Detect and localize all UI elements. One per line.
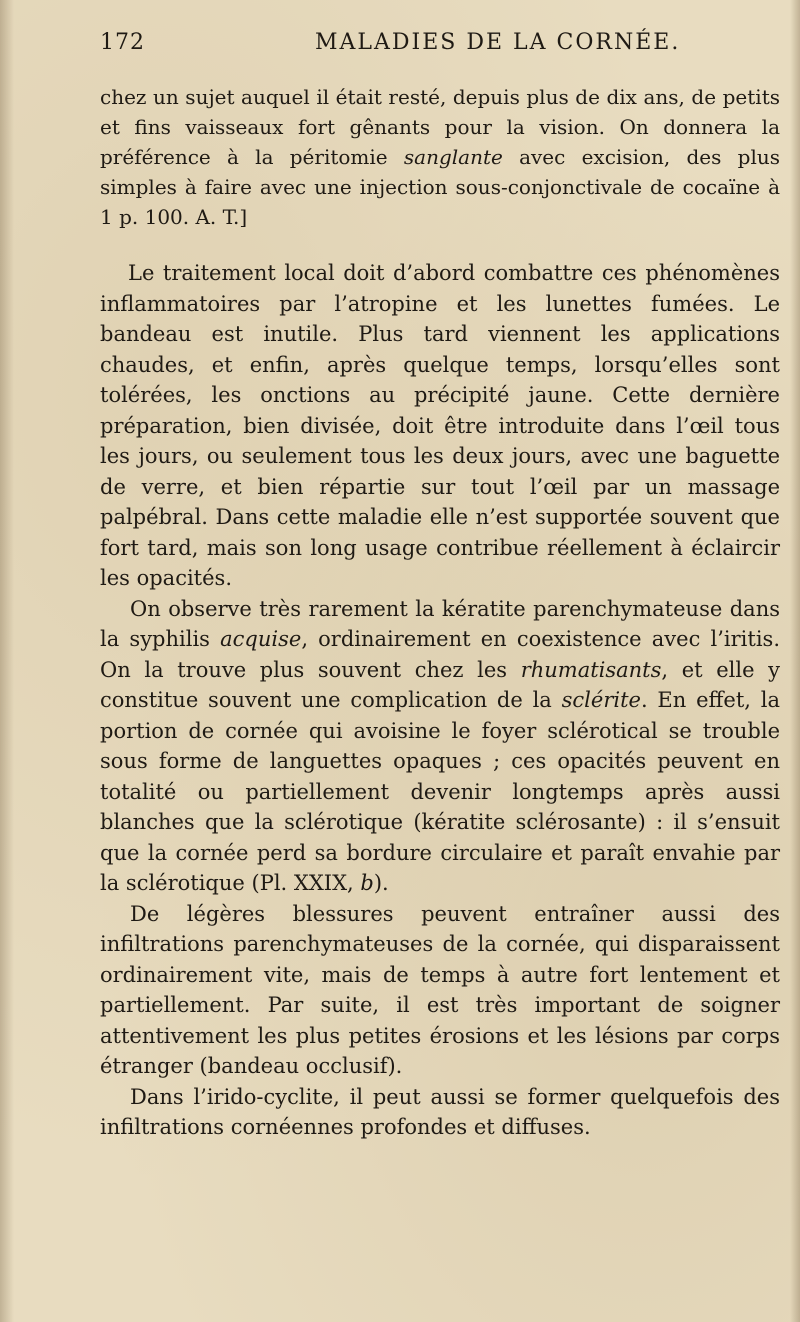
page-header bbox=[100, 30, 780, 64]
page-edge-left bbox=[0, 0, 14, 1322]
paragraph-wounds: De légères blessures peuvent entraîner aussi des infiltrations parenchymateuses de la cornée, qui disparaissent ordinairement vite, mais de temps à autre fort lentement et partiellement. Par suite, il est très important de soigner attentivement les plus petites érosions et les lésions par corps étranger (bandeau occlusif). bbox=[100, 901, 780, 1078]
italic-term: sclérite bbox=[561, 688, 641, 712]
running-title: MALADIES DE LA CORNÉE. bbox=[315, 30, 681, 55]
page-number: 172 bbox=[100, 30, 145, 55]
text-run: On observe très rarement la kératite parenchymateuse dans la syphilis bbox=[100, 596, 780, 651]
paragraph-note bbox=[100, 82, 780, 232]
italic-term: b bbox=[360, 871, 374, 895]
paragraph-irido-cyclite: Dans l’irido-cyclite, il peut aussi se former quelquefois des infiltrations cornéennes profondes et diffuses. bbox=[100, 1084, 780, 1139]
text-run: , et elle y constitue souvent une complication de la bbox=[100, 657, 780, 712]
paragraph-syphilis bbox=[100, 594, 780, 899]
paragraph-treatment: Le traitement local doit d’abord combattre ces phénomènes inflammatoires par l’atropine et les lunettes fumées. Le bandeau est inutile. Plus tard viennent les applications chaudes, et enfin, après quelque temps, lorsqu’elles sont tolérées, les onctions au précipité jaune. Cette dernière préparation, bien divisée, doit être introduite dans l’œil tous les jours, ou seulement tous les deux jours, avec une baguette de verre, et bien répartie sur tout l’œil par un massage palpébral. Dans cette maladie elle n’est supportée souvent que fort tard, mais son long usage contribue réellement à éclaircir les opacités. bbox=[100, 261, 780, 590]
italic-term: sanglante bbox=[403, 145, 503, 169]
italic-term: rhumatisants bbox=[520, 657, 662, 682]
text-run: chez un sujet auquel il était resté, depuis plus de dix ans, de petits et fins vaisseaux fort gênants pour la vision. On donnera la préférence à la péritomie bbox=[100, 85, 780, 169]
page-edge-right bbox=[790, 0, 800, 1322]
body-text bbox=[100, 82, 780, 1143]
text-run: . En effet, la portion de cornée qui avoisine le foyer sclérotical se trouble sous forme de languettes opaques ; ces opacités peuvent en totalité ou partiellement devenir longtemps après aussi blanches que la sclérotique (kératite sclérosante) : il s’ensuit que la cornée perd sa bordure circulaire et paraît envahie par la sclérotique (Pl. XXIX, bbox=[100, 688, 781, 895]
text-run: ). bbox=[373, 871, 389, 895]
text-run: , ordinairement en coexistence avec l’iritis. On la trouve plus souvent chez les bbox=[100, 627, 781, 682]
text-run: avec excision, des plus simples à faire avec une injection sous-conjonctivale de cocaïne à 1 p. 100. A. T.] bbox=[100, 145, 780, 229]
paragraph-gap bbox=[100, 232, 780, 258]
italic-term: acquise bbox=[220, 627, 302, 651]
